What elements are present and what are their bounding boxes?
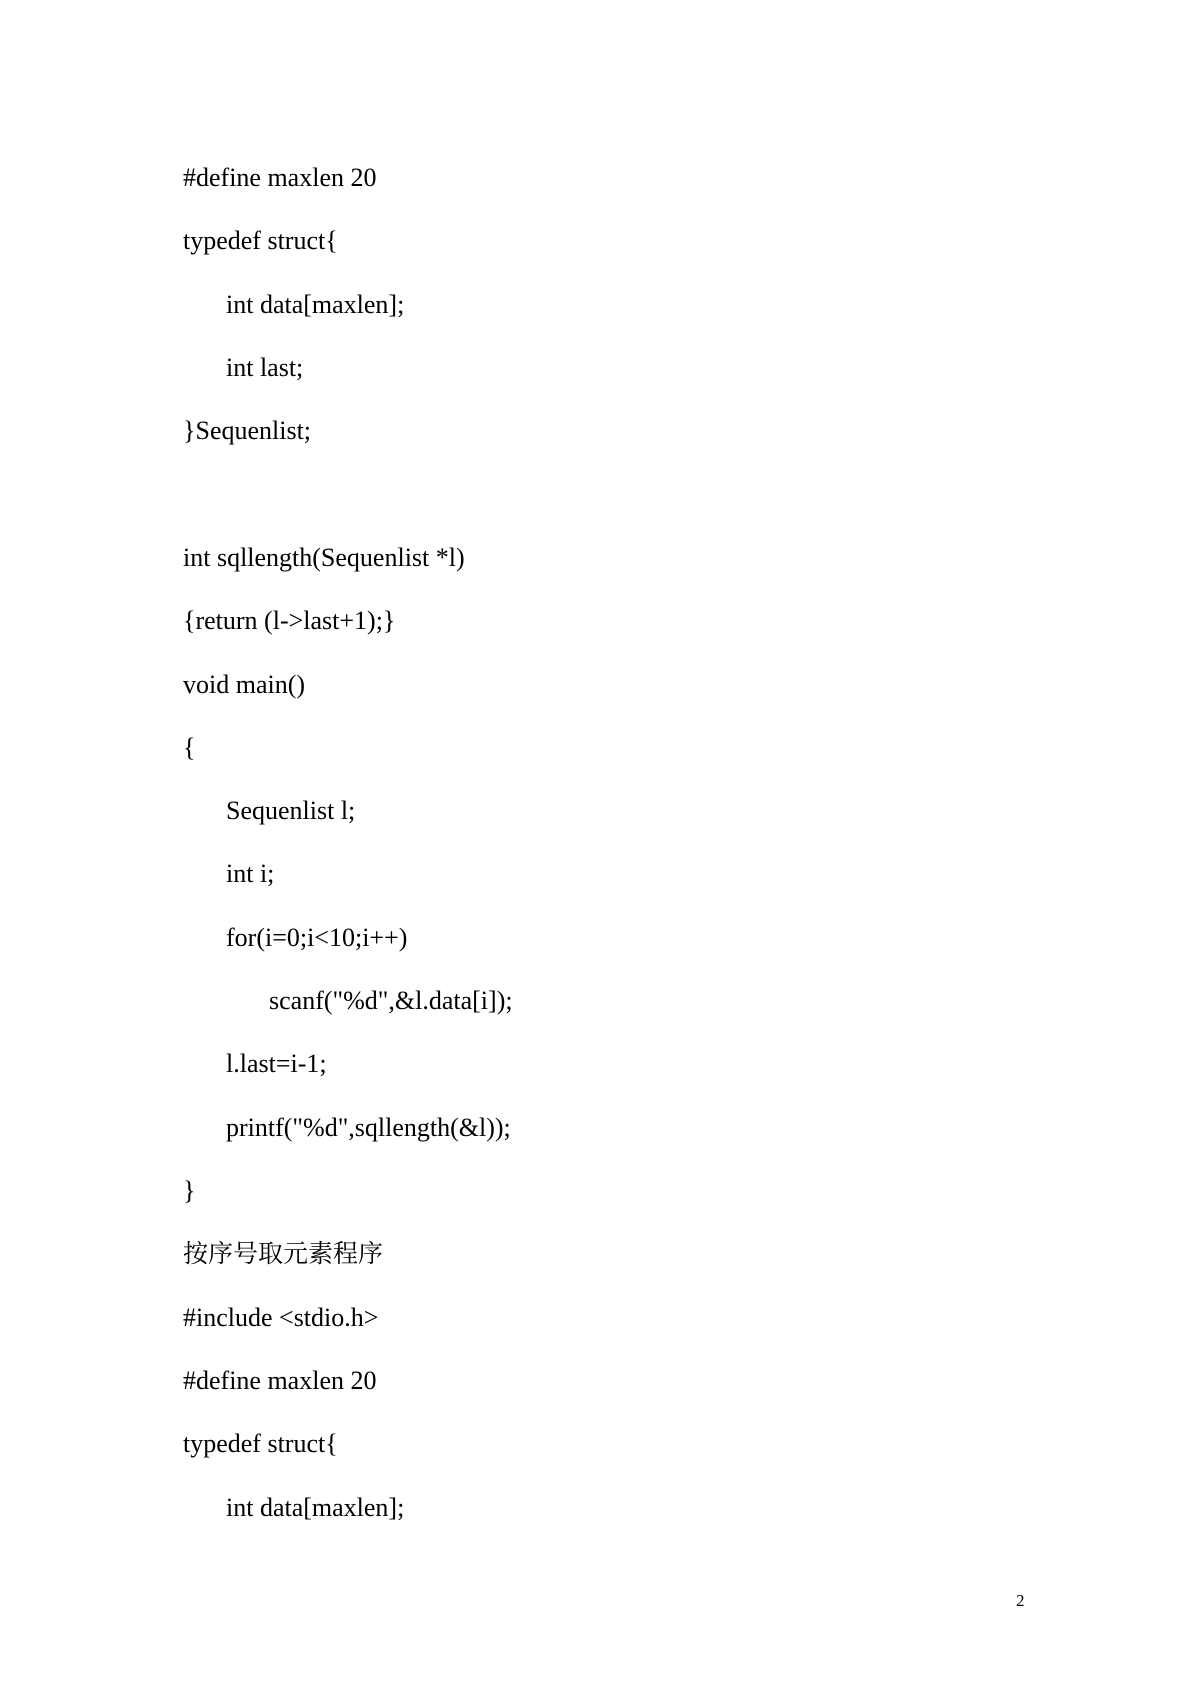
code-line-main-open-brace: { [183, 733, 196, 762]
page-number: 2 [1016, 1591, 1025, 1610]
code-line-sqllength-body: {return (l->last+1);} [183, 606, 396, 635]
code-line-for-loop: for(i=0;i<10;i++) [226, 923, 408, 952]
code-line-main-close-brace: } [183, 1176, 196, 1205]
code-line-struct-close: }Sequenlist; [183, 416, 312, 445]
code-line-include-stdio: #include <stdio.h> [183, 1303, 379, 1332]
code-line-define-maxlen-2: #define maxlen 20 [183, 1366, 377, 1395]
code-line-sequenlist-l: Sequenlist l; [226, 796, 356, 825]
code-line-int-data-2: int data[maxlen]; [226, 1493, 405, 1522]
code-line-printf: printf("%d",sqllength(&l)); [226, 1113, 511, 1142]
code-line-typedef-struct: typedef struct{ [183, 226, 338, 255]
code-line-last-assign: l.last=i-1; [226, 1049, 327, 1078]
code-line-void-main: void main() [183, 670, 306, 699]
code-line-sqllength-signature: int sqllength(Sequenlist *l) [183, 543, 465, 572]
code-line-scanf: scanf("%d",&l.data[i]); [269, 986, 513, 1015]
code-line-typedef-struct-2: typedef struct{ [183, 1429, 338, 1458]
code-line-int-i: int i; [226, 859, 275, 888]
code-line-define-maxlen: #define maxlen 20 [183, 163, 377, 192]
section-heading: 按序号取元素程序 [183, 1239, 384, 1268]
code-line-int-data: int data[maxlen]; [226, 290, 405, 319]
code-line-int-last: int last; [226, 353, 304, 382]
